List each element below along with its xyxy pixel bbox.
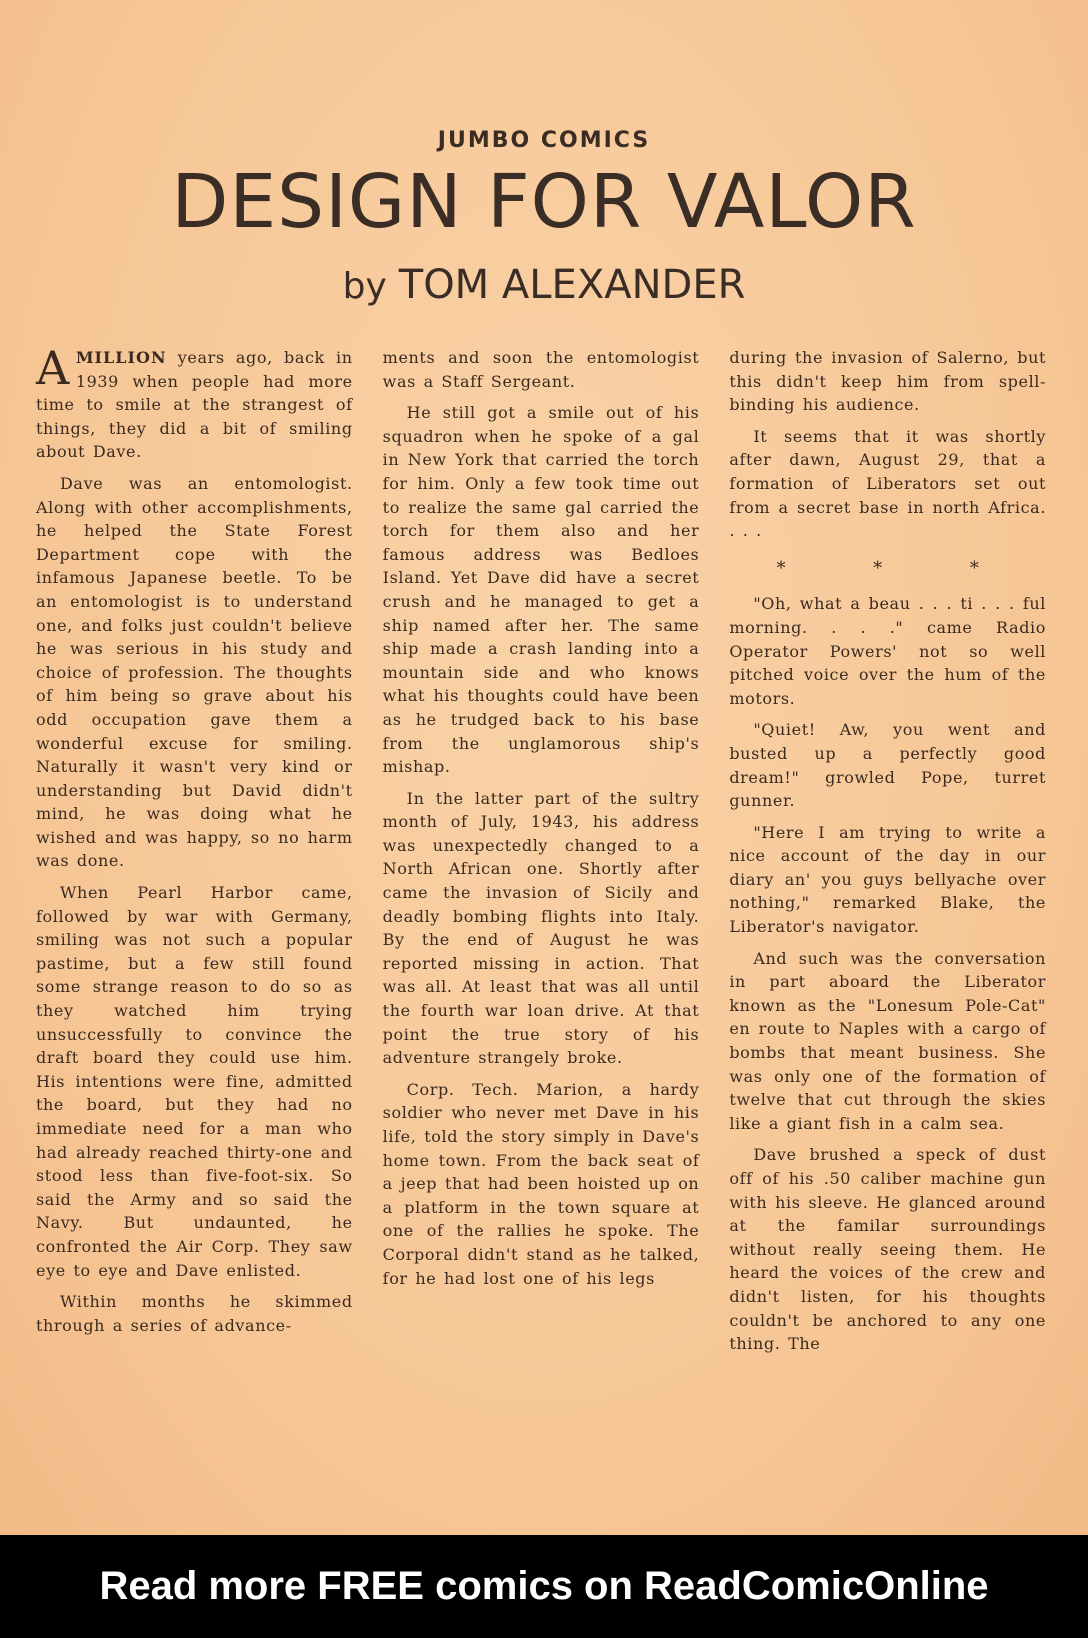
paragraph: "Quiet! Aw, you went and busted up a perfectly good dream!" growled Pope, turret gunner. xyxy=(729,720,1047,811)
paragraph: Dave brushed a speck of dust off of his .50 caliber machine gun with his sleeve. He glanced around at the familar surroundings without really seeing them. He heard the voices of the crew and didn't listen, for his thoughts couldn't be anchored to any one thing. The xyxy=(729,1145,1047,1354)
drop-cap: A xyxy=(36,341,70,395)
lead-word: MILLION xyxy=(75,348,167,367)
paragraph: during the invasion of Salerno, but this didn't keep him from spell-binding his audience. xyxy=(729,348,1047,415)
paragraph: And such was the conversation in part aboard the Liberator known as the "Lonesum Pole-Cat" en route to Naples with a cargo of bombs that meant business. She was only one of the formation of twelve that cut through the skies like a giant fish in a calm sea. xyxy=(729,948,1047,1133)
paragraph: "Oh, what a beau . . . ti . . . ful morning. . . ." came Radio Operator Powers' not so well pitched voice over the hum of the motors. xyxy=(729,594,1047,708)
paragraph: "Here I am trying to write a nice account of the day in our diary an' you guys bellyache over nothing," remarked Blake, the Liberator's navigator. xyxy=(729,822,1047,937)
paragraph-text: years ago, back in 1939 when people had more time to smile at the strangest of things, they did a bit of smiling about Dave. xyxy=(36,348,353,462)
paragraph: ments and soon the entomologist was a Staff Sergeant. xyxy=(382,348,700,391)
text-columns xyxy=(36,341,1047,1416)
paragraph: Corp. Tech. Marion, a hardy soldier who never met Dave in his life, told the story simply in Dave's home town. From the back seat of a jeep that had been hoisted up on a platform in the town square at one of the rallies he spoke. The Corporal didn't stand as he talked, for he had lost one of his legs xyxy=(382,1079,700,1288)
byline-author: TOM ALEXANDER xyxy=(398,262,746,308)
paragraph xyxy=(36,341,353,464)
byline xyxy=(0,262,1088,308)
paragraph: Within months he skimmed through a series of advance- xyxy=(36,1292,353,1335)
column-3 xyxy=(729,346,1046,1416)
promo-text: Read more FREE comics on ReadComicOnline xyxy=(99,1564,989,1608)
column-2 xyxy=(383,346,700,1416)
masthead: JUMBO COMICS xyxy=(437,128,651,153)
paragraph: When Pearl Harbor came, followed by war with Germany, smiling was not such a popular pastime, but a few still found some strange reason to do so as they watched him trying unsuccessfully to convince the draft board they could use him. His intentions were fine, admitted the board, but they had no immediate need for a man who had already reached thirty-one and stood less than five-foot-six. So said the Army and so said the Navy. But undaunted, he confronted the Air Corp. They saw eye to eye and Dave enlisted. xyxy=(36,883,353,1280)
column-1 xyxy=(36,341,353,1416)
story-title: DESIGN FOR VALOR xyxy=(171,159,917,245)
promo-banner xyxy=(0,1535,1088,1638)
byline-by: by xyxy=(342,266,387,307)
paragraph: In the latter part of the sultry month of July, 1943, his address was unexpectedly changed to a North African one. Shortly after came the invasion of Sicily and deadly bombing flights into Italy. By the end of August he was reported missing in action. That was all. At least that was all until the fourth war loan drive. At that point the true story of his adventure strangely broke. xyxy=(382,788,700,1068)
paragraph: It seems that it was shortly after dawn, August 29, that a formation of Liberators set out from a secret base in north Africa. . . . xyxy=(729,426,1047,541)
paragraph: Dave was an entomologist. Along with other accomplishments, he helped the State Forest Department cope with the infamous Japanese beetle. To be an entomologist is to understand one, and folks just couldn't believe he was serious in his study and choice of profession. The thoughts of him being so grave about his odd occupation gave them a wonderful excuse for smiling. Naturally it wasn't very kind or understanding but David didn't mind, he was doing what he wished and was happy, so no harm was done. xyxy=(36,473,353,871)
paragraph: He still got a smile out of his squadron when he spoke of a gal in New York that carried the torch for him. Only a few took time out to realize the same gal carried the torch for them also and her famous address was Bedloes Island. Yet Dave did have a secret crush and he managed to get a ship named after her. The same ship made a crash landing into a mountain side and who knows what his thoughts could have been as he trudged back to his base from the unglamorous ship's mishap. xyxy=(382,403,700,777)
section-break: * * * xyxy=(776,557,1019,579)
